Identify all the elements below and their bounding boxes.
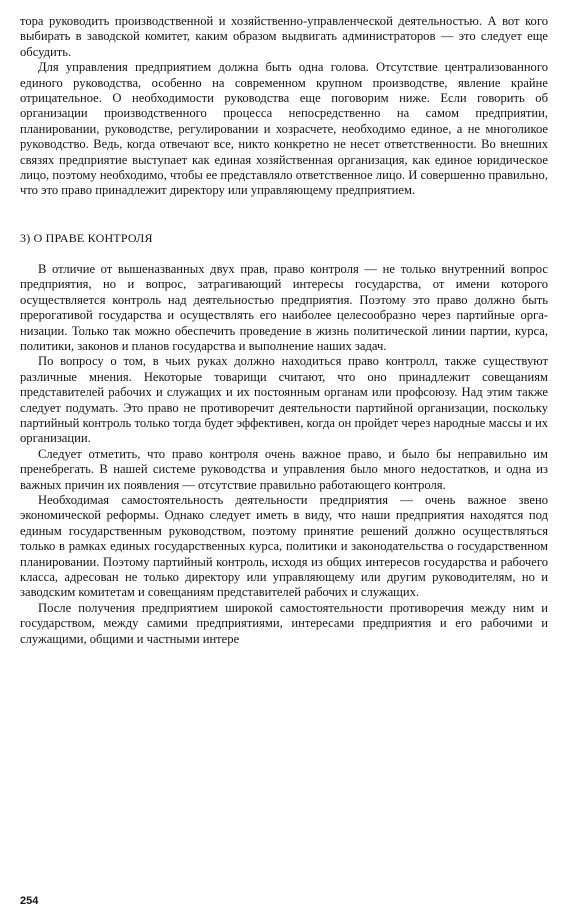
paragraph-3: В отличие от вышеназванных двух прав, право контроля — не только внутренний вопрос предприятия, но и вопрос, затрагивающий интересы государства, от имени которого осуществляется контроль над деятельностью предприятия. Поэтому это право должно быть прерогативой государства и осуществлять его наиболее целесообразно через партийные организации. Только так можно обеспечить проведение в жизнь политической линии партии, курса, политики, законов и планов государства и выполнение наших задач. (20, 261, 548, 353)
document-page (20, 14, 548, 647)
paragraph-5: Следует отметить, что право контроля очень важное право, и было бы неправильно им пренебрегать. В нашей системе руководства и управления было много недостатков, и одна из важных причин их появления — отсутствие правильно работающего контроля. (20, 446, 548, 492)
paragraph-2: Для управления предприятием должна быть одна голова. Отсутствие централизованного единого руководства, особенно на современном крупном производстве, явление крайне отрицательное. О необходимости руководства еще поговорим ниже. Если говорить об организации производственного процесса непосредственно на самом предприятии, планировании, руководстве, регулировании и хозрасчете, необходимо единое, а не многоликое руководство. Ведь, когда отвечают все, никто конкретно не несет ответственности. Во внешних связях предприятие выступает как единая хозяйственная организация, как единое юридическое лицо, поэтому необходимо, чтобы ее представляло ответственное лицо. И совершенно правильно, что это право принадлежит директору или управляющему предприятием. (20, 60, 548, 198)
paragraph-1: тора руководить производственной и хозяйственно-управленческой деятельностью. А вот кого выбирать в заводской комитет, каким образом выдвигать администраторов — это следует еще обсудить. (20, 14, 548, 59)
section-paragraphs (20, 262, 548, 647)
page-number: 254 (20, 895, 39, 907)
paragraph-4: По вопросу о том, в чьих руках должно находиться право контролл, также существуют различные мнения. Некоторые товарищи считают, что оно принадлежит совещаниям представителей рабочих и служащих и их постоянным органам или профсоюзу. Над этим также следует подумать. Это право не противоречит деятельности партийной организации, поскольку партийный контроль только тогда будет эффективен, когда он пройдет через народные массы и их организации. (20, 354, 548, 446)
paragraphs-before-section (20, 14, 548, 199)
paragraph-7: После получения предприятием широкой самостоятельности противоречия между ним и государством, между самими предприятиями, интересами предприятия и его рабочими и служащими, общими и частными интере (20, 600, 548, 646)
section-heading: 3) О ПРАВЕ КОНТРОЛЯ (20, 230, 153, 245)
paragraph-6: Необходимая самостоятельность деятельности предприятия — очень важное звено экономической реформы. Однако следует иметь в виду, что наши предприятия находятся под единым государственным руководством, поэтому принятие решений должно осуществляться только в рамках единых государственных курса, политики и законодательства о государственном планировании. Поэтому партийный контроль, исходя из общих интересов государства и рабочего класса, адресован не только директору или управляющему или другим руководителям, но и заводским комитетам и совещаниям представителей рабочих и служащих. (20, 492, 548, 600)
